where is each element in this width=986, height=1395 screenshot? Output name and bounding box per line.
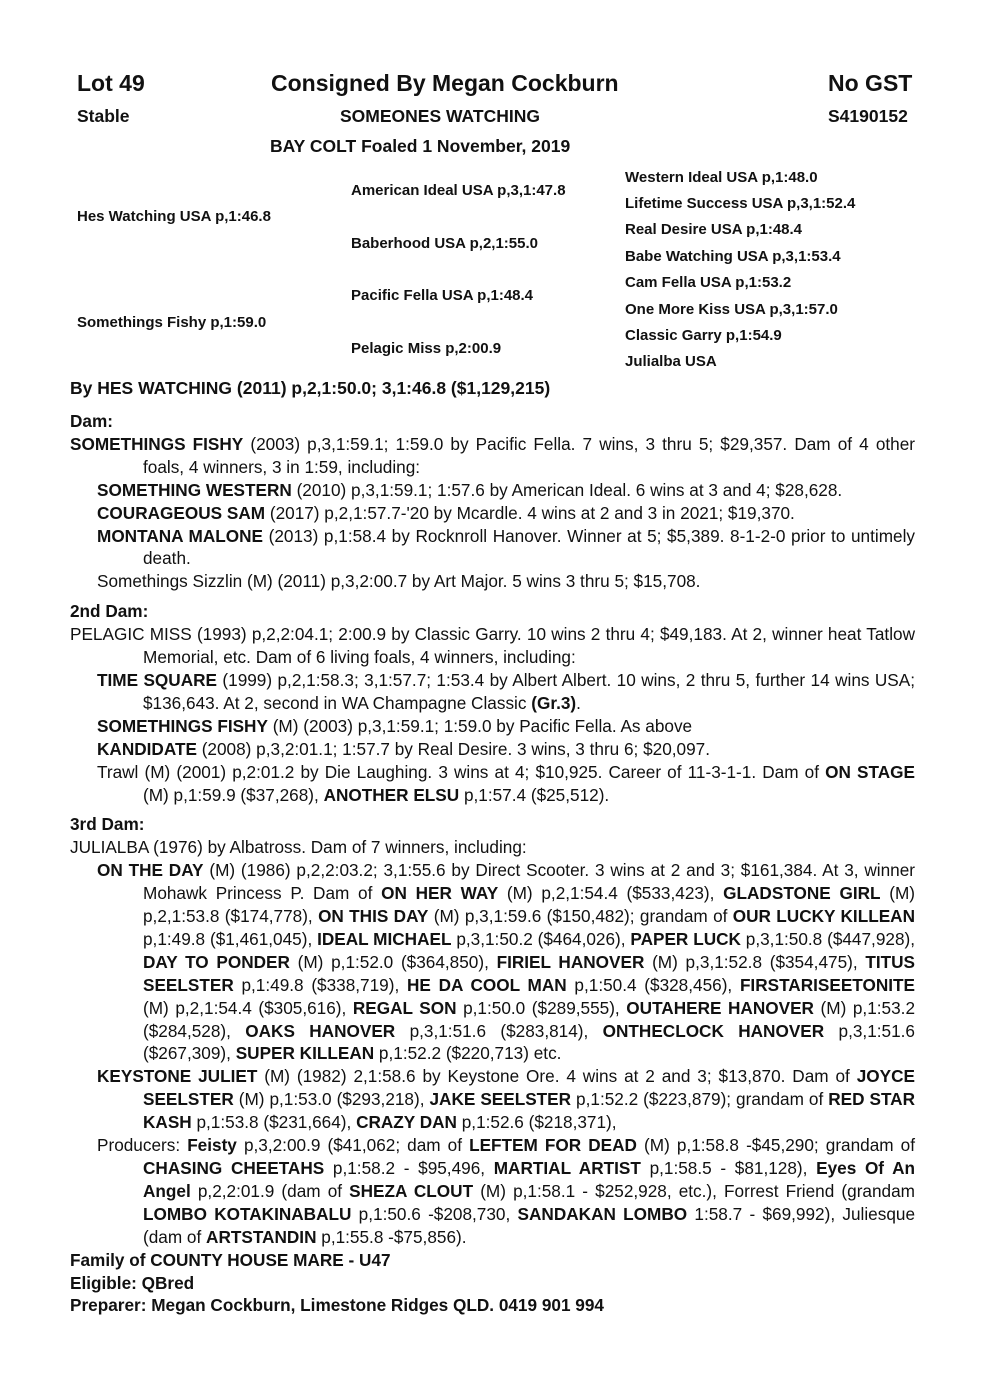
- progeny-text: (M) p,1:58.1 - $252,928, etc.), Forrest Friend (grandam: [473, 1180, 915, 1201]
- pedigree-sire: Hes Watching USA p,1:46.8: [77, 208, 271, 225]
- race-grade: (Gr.3): [531, 692, 577, 713]
- progeny-name: JOYCE SEELSTER: [143, 1066, 915, 1110]
- sire-line: By HES WATCHING (2011) p,2,1:50.0; 3,1:46.8 ($1,129,215): [70, 378, 551, 398]
- progeny-text: (M) (1986) p,2,2:03.2; 3,1:55.6 by Direct Scooter. 3 wins at 2 and 3; $161,384. At 3, winner Mohawk Princess P. Dam of: [143, 860, 915, 904]
- third-dam-producers: [97, 1134, 915, 1249]
- progeny-name: OAKS HANOVER: [245, 1020, 396, 1041]
- progeny-text: p,1:52.6 ($218,371),: [456, 1112, 617, 1133]
- progeny-text: p,1:57.4 ($25,512).: [459, 784, 610, 805]
- pedigree-sire-dam: Baberhood USA p,2,1:55.0: [351, 235, 538, 252]
- progeny-text: Producers:: [97, 1135, 188, 1156]
- progeny-name: TITUS SEELSTER: [143, 951, 915, 995]
- progeny-text: Trawl (M) (2001) p,2:01.2 by Die Laughing. 3 wins at 4; $10,925. Career of 11-3-1-1. Dam of: [97, 761, 826, 782]
- progeny-name: LEFTEM FOR DEAD: [469, 1135, 637, 1156]
- progeny-name: RED STAR KASH: [143, 1089, 915, 1133]
- dam-progeny: [97, 525, 915, 571]
- progeny-text: (M) p,3,1:52.8 ($354,475),: [644, 951, 866, 972]
- pedigree-g5: Cam Fella USA p,1:53.2: [625, 274, 792, 291]
- progeny-text: p,3,1:51.6 ($267,309),: [143, 1020, 915, 1064]
- progeny-text: (1999) p,2,1:58.3; 3,1:57.7; 1:53.4 by Albert Albert. 10 wins, 2 thru 5, further 14 wins USA; $136,643. At 2, second in WA Champagne Classic: [143, 669, 915, 713]
- progeny-text: (M) p,3,1:59.6 ($150,482); grandam of: [428, 906, 733, 927]
- progeny-name: FIRSTARISEETONITE: [739, 974, 916, 995]
- gst-status: No GST: [828, 70, 913, 96]
- progeny-text: (M) (1982) 2,1:58.6 by Keystone Ore. 4 wins at 2 and 3; $13,870. Dam of: [257, 1066, 857, 1087]
- eligibility-line: Eligible: QBred: [70, 1272, 195, 1293]
- progeny-name: LOMBO KOTAKINABALU: [143, 1203, 352, 1224]
- dam-text: (2003) p,3,1:59.1; 1:59.0 by Pacific Fella. 7 wins, 3 thru 5; $29,357. Dam of 4 other foals, 4 winners, 3 in 1:59, including:: [143, 433, 915, 477]
- pedigree-g7: Classic Garry p,1:54.9: [625, 327, 782, 344]
- second-dam-progeny: [97, 761, 915, 807]
- dam-main: [70, 433, 915, 479]
- progeny-text: (M) p,1:58.8 -$45,290; grandam of: [636, 1135, 916, 1156]
- progeny-name: ONTHECLOCK HANOVER: [602, 1020, 825, 1041]
- progeny-text: p,3,2:00.9 ($41,062; dam of: [236, 1135, 470, 1156]
- progeny-name: SUPER KILLEAN: [235, 1043, 375, 1064]
- progeny-text: p,1:52.2 ($220,713) etc.: [374, 1043, 562, 1064]
- pedigree-dam-dam: Pelagic Miss p,2:00.9: [351, 340, 502, 357]
- progeny-name: HE DA COOL MAN: [406, 974, 567, 995]
- second-dam-heading: 2nd Dam:: [70, 601, 149, 622]
- progeny-text: p,3,1:50.2 ($464,026),: [451, 928, 631, 949]
- progeny-text: p,1:55.8 -$75,856).: [316, 1226, 467, 1247]
- progeny-name: COURAGEOUS SAM: [97, 502, 266, 523]
- third-dam-progeny-on-the-day: [97, 859, 915, 1065]
- progeny-name: JAKE SEELSTER: [429, 1089, 572, 1110]
- dam-progeny: [97, 479, 915, 502]
- pedigree-g3: Real Desire USA p,1:48.4: [625, 221, 803, 238]
- family-line: Family of COUNTY HOUSE MARE - U47: [70, 1249, 391, 1270]
- progeny-text: (2010) p,3,1:59.1; 1:57.6 by American Ideal. 6 wins at 3 and 4; $28,628.: [291, 479, 843, 500]
- progeny-name: ARTSTANDIN: [206, 1226, 317, 1247]
- lot-number: Lot 49: [77, 70, 145, 96]
- catalogue-body: [70, 410, 915, 1317]
- progeny-name: SHEZA CLOUT: [349, 1180, 474, 1201]
- progeny-name: ON THIS DAY: [318, 906, 429, 927]
- progeny-name: Eyes Of An Angel: [143, 1158, 915, 1201]
- progeny-text: (2013) p,1:58.4 by Rocknroll Hanover. Winner at 5; $5,389. 8-1-2-0 prior to untimely death.: [143, 525, 915, 569]
- progeny-name: ON HER WAY: [381, 883, 499, 904]
- pedigree-g1: Western Ideal USA p,1:48.0: [625, 169, 818, 186]
- progeny-text: (M) p,1:59.9 ($37,268),: [143, 784, 324, 805]
- progeny-text: p,3,1:50.8 ($447,928),: [740, 928, 916, 949]
- pedigree-sire-sire: American Ideal USA p,3,1:47.8: [351, 182, 566, 199]
- progeny-text: p,1:58.2 - $95,496,: [324, 1158, 494, 1178]
- progeny-name: KANDIDATE: [97, 738, 197, 759]
- second-dam-main: PELAGIC MISS (1993) p,2,2:04.1; 2:00.9 by Classic Garry. 10 wins 2 thru 4; $49,183. At 2, winner heat Tatlow Memorial, etc. Dam of 6 living foals, 4 winners, including:: [70, 624, 915, 668]
- progeny-text: (M) p,2,1:54.4 ($305,616),: [143, 997, 353, 1018]
- consignor: Consigned By Megan Cockburn: [271, 70, 619, 96]
- progeny-text: (2017) p,2,1:57.7-'20 by Mcardle. 4 wins at 2 and 3 in 2021; $19,370.: [265, 502, 795, 523]
- pedigree-g6: One More Kiss USA p,3,1:57.0: [625, 301, 838, 318]
- dam-progeny: [97, 502, 915, 525]
- progeny-text: (M) p,1:53.0 ($293,218),: [233, 1089, 430, 1110]
- progeny-name: MONTANA MALONE: [97, 525, 264, 546]
- progeny-text: Somethings Sizzlin (M) (2011) p,3,2:00.7 by Art Major. 5 wins 3 thru 5; $15,708.: [97, 571, 701, 592]
- horse-id: S4190152: [828, 106, 908, 126]
- progeny-name: GLADSTONE GIRL: [723, 883, 881, 904]
- progeny-text: p,3,1:51.6 ($283,814),: [395, 1020, 603, 1041]
- horse-description: BAY COLT Foaled 1 November, 2019: [270, 136, 571, 156]
- progeny-text: p,1:49.8 ($338,719),: [233, 974, 407, 995]
- third-dam-progeny-keystone-juliet: [97, 1065, 915, 1134]
- pedigree-g8: Julialba USA: [625, 353, 717, 370]
- progeny-name: FIRIEL HANOVER: [496, 951, 645, 972]
- progeny-text: (M) p,1:52.0 ($364,850),: [289, 951, 497, 972]
- progeny-text: p,2,2:01.9 (dam of: [190, 1180, 350, 1201]
- progeny-name: REGAL SON: [352, 997, 457, 1018]
- progeny-text: (M) p,1:53.2 ($284,528),: [143, 997, 915, 1041]
- progeny-name: SOMETHINGS FISHY: [97, 715, 268, 736]
- second-dam-progeny: [97, 738, 915, 761]
- progeny-name: ANOTHER ELSU: [323, 784, 460, 805]
- second-dam-progeny: [97, 715, 915, 738]
- progeny-name: CHASING CHEETAHS: [143, 1158, 325, 1178]
- progeny-text: p,1:58.5 - $81,128),: [640, 1158, 817, 1178]
- stable-label: Stable: [77, 106, 130, 126]
- pedigree-dam: Somethings Fishy p,1:59.0: [77, 314, 267, 331]
- progeny-text: p,1:52.2 ($223,879); grandam of: [571, 1089, 829, 1110]
- progeny-name: ON THE DAY: [97, 860, 204, 881]
- second-dam-progeny: [97, 669, 915, 715]
- dam-progeny: [97, 570, 915, 593]
- progeny-text: p,1:53.8 ($231,664),: [191, 1112, 357, 1133]
- progeny-name: OUTAHERE HANOVER: [626, 997, 814, 1018]
- progeny-text: (M) p,2,1:53.8 ($174,778),: [143, 883, 915, 927]
- preparer-line: Preparer: Megan Cockburn, Limestone Ridges QLD. 0419 901 994: [70, 1295, 604, 1316]
- progeny-text: (M) p,2,1:54.4 ($533,423),: [498, 883, 724, 904]
- pedigree-dam-sire: Pacific Fella USA p,1:48.4: [351, 287, 534, 304]
- progeny-name: DAY TO PONDER: [143, 951, 290, 972]
- progeny-name: SOMETHING WESTERN: [97, 479, 292, 500]
- third-dam-heading: 3rd Dam:: [70, 814, 145, 835]
- dam-heading: Dam:: [70, 411, 113, 431]
- progeny-name: OUR LUCKY KILLEAN: [732, 906, 915, 927]
- progeny-text: .: [576, 692, 581, 713]
- progeny-name: Feisty: [187, 1135, 237, 1156]
- progeny-name: SANDAKAN LOMBO: [517, 1203, 688, 1224]
- progeny-text: p,1:50.4 ($328,456),: [566, 974, 740, 995]
- progeny-name: IDEAL MICHAEL: [317, 928, 452, 949]
- progeny-name: PAPER LUCK: [630, 928, 741, 949]
- third-dam-main: JULIALBA (1976) by Albatross. Dam of 7 winners, including:: [70, 837, 527, 858]
- progeny-name: KEYSTONE JULIET: [97, 1066, 258, 1087]
- progeny-name: MARTIAL ARTIST: [493, 1158, 641, 1178]
- progeny-name: ON STAGE: [825, 761, 915, 782]
- pedigree-g2: Lifetime Success USA p,3,1:52.4: [625, 195, 856, 212]
- progeny-text: p,1:50.6 -$208,730,: [351, 1203, 518, 1224]
- progeny-text: (M) (2003) p,3,1:59.1; 1:59.0 by Pacific Fella. As above: [267, 715, 693, 736]
- progeny-text: p,1:50.0 ($289,555),: [456, 997, 627, 1018]
- progeny-text: p,1:49.8 ($1,461,045),: [143, 928, 318, 949]
- progeny-name: CRAZY DAN: [356, 1112, 457, 1133]
- dam-name: SOMETHINGS FISHY: [70, 433, 244, 454]
- progeny-name: TIME SQUARE: [97, 669, 217, 690]
- progeny-text: 1:58.7 - $69,992), Juliesque (dam of: [143, 1203, 915, 1247]
- pedigree-g4: Babe Watching USA p,3,1:53.4: [625, 248, 841, 265]
- progeny-text: (2008) p,3,2:01.1; 1:57.7 by Real Desire. 3 wins, 3 thru 6; $20,097.: [196, 738, 711, 759]
- horse-name: SOMEONES WATCHING: [340, 106, 540, 126]
